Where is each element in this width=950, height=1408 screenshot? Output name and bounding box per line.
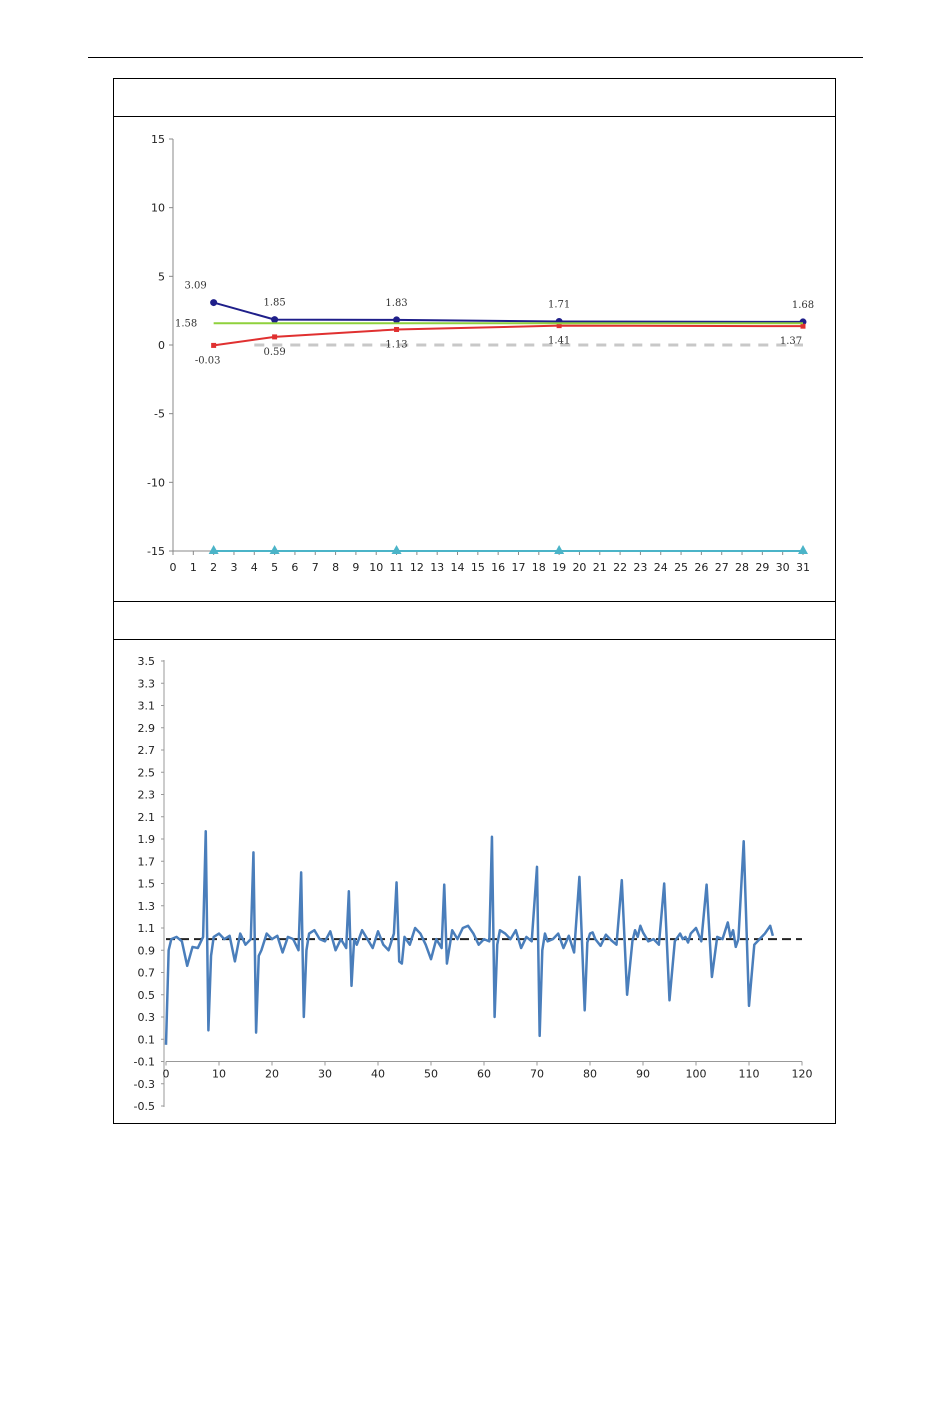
x-tick-label: 110 bbox=[738, 1067, 760, 1081]
x-tick-label: 5 bbox=[271, 561, 279, 574]
y-tick-label: 3.5 bbox=[137, 655, 155, 668]
x-tick-label: 11 bbox=[389, 561, 404, 574]
y-tick-label: 1.3 bbox=[137, 899, 155, 913]
point-marker-lower bbox=[394, 327, 399, 332]
y-tick-label: -15 bbox=[147, 545, 165, 558]
data-label-upper: 1.85 bbox=[263, 297, 286, 309]
y-tick-label: 2.5 bbox=[137, 766, 155, 780]
y-tick-label: 5 bbox=[158, 270, 165, 284]
y-tick-label: 10 bbox=[151, 201, 165, 215]
x-tick-label: 24 bbox=[653, 561, 668, 574]
x-tick-label: 18 bbox=[531, 561, 546, 574]
x-tick-label: 50 bbox=[424, 1067, 438, 1081]
y-tick-label: 2.9 bbox=[137, 721, 155, 735]
point-marker-lower bbox=[211, 343, 216, 348]
data-label-upper: 1.83 bbox=[385, 297, 408, 309]
point-marker-bottom bbox=[798, 545, 808, 554]
point-marker-upper bbox=[271, 316, 278, 323]
data-label-lower: 1.37 bbox=[779, 336, 803, 348]
x-tick-label: 3 bbox=[230, 561, 238, 574]
data-label-upper: 1.71 bbox=[547, 299, 571, 311]
y-tick-label: 3.1 bbox=[137, 699, 155, 713]
y-tick-label: 0 bbox=[158, 339, 165, 352]
point-marker-upper bbox=[210, 299, 217, 306]
y-tick-label: 0.5 bbox=[137, 988, 155, 1002]
point-marker-lower bbox=[272, 334, 277, 339]
point-marker-lower bbox=[801, 324, 806, 329]
x-tick-label: 25 bbox=[674, 561, 689, 574]
y-tick-label: -0.3 bbox=[133, 1077, 155, 1091]
y-tick-label: 3.3 bbox=[137, 677, 155, 691]
x-tick-label: 90 bbox=[636, 1067, 650, 1081]
x-tick-label: 0 bbox=[162, 1067, 170, 1081]
data-label-upper: 1.68 bbox=[791, 299, 815, 311]
x-tick-label: 27 bbox=[714, 561, 729, 574]
series-line-signal bbox=[166, 831, 773, 1045]
x-tick-label: 26 bbox=[694, 561, 709, 574]
point-marker-bottom bbox=[209, 545, 219, 554]
x-tick-label: 10 bbox=[212, 1067, 226, 1081]
y-tick-label: 2.1 bbox=[137, 810, 155, 824]
x-tick-label: 10 bbox=[369, 561, 384, 574]
x-tick-label: 40 bbox=[371, 1067, 385, 1081]
x-tick-label: 0 bbox=[169, 561, 177, 574]
x-tick-label: 13 bbox=[430, 561, 445, 574]
y-tick-label: 0.1 bbox=[137, 1033, 155, 1047]
x-tick-label: 70 bbox=[530, 1067, 544, 1081]
series-line-lower bbox=[214, 326, 803, 346]
y-tick-label: 15 bbox=[151, 133, 165, 146]
x-tick-label: 15 bbox=[470, 561, 485, 574]
chart1-bottom-divider bbox=[114, 601, 835, 602]
y-tick-label: 0.9 bbox=[137, 944, 155, 958]
x-tick-label: 60 bbox=[477, 1067, 491, 1081]
y-tick-label: -0.1 bbox=[133, 1055, 155, 1069]
y-tick-label: 1.5 bbox=[137, 877, 155, 891]
x-tick-label: 22 bbox=[613, 561, 628, 574]
point-marker-bottom bbox=[270, 545, 280, 554]
x-tick-label: 9 bbox=[352, 561, 360, 574]
x-tick-label: 12 bbox=[409, 561, 424, 574]
series-line-upper bbox=[214, 303, 803, 322]
data-label-lower: 1.41 bbox=[547, 335, 571, 347]
x-tick-label: 100 bbox=[685, 1067, 707, 1081]
x-tick-label: 20 bbox=[265, 1067, 279, 1081]
y-tick-label: 1.1 bbox=[137, 922, 155, 935]
data-label-mean: 1.58 bbox=[175, 318, 198, 330]
data-label-upper: 3.09 bbox=[184, 280, 207, 292]
x-tick-label: 21 bbox=[592, 561, 607, 574]
y-tick-label: 0.3 bbox=[137, 1011, 155, 1024]
figure-table bbox=[113, 78, 836, 1124]
y-tick-label: 1.7 bbox=[137, 855, 155, 869]
x-tick-label: 23 bbox=[633, 561, 648, 574]
y-tick-label: -0.5 bbox=[133, 1100, 155, 1113]
x-tick-label: 120 bbox=[791, 1067, 813, 1081]
y-tick-label: 2.3 bbox=[137, 788, 155, 802]
x-tick-label: 8 bbox=[332, 561, 340, 574]
x-tick-label: 17 bbox=[511, 561, 526, 574]
y-tick-label: -5 bbox=[154, 407, 165, 421]
y-tick-label: 1.9 bbox=[137, 833, 155, 846]
x-tick-label: 30 bbox=[318, 1067, 332, 1081]
x-tick-label: 28 bbox=[735, 561, 750, 574]
point-marker-bottom bbox=[554, 545, 564, 554]
data-label-lower: 1.13 bbox=[385, 339, 408, 351]
x-tick-label: 6 bbox=[291, 561, 299, 574]
point-marker-bottom bbox=[392, 545, 402, 554]
y-tick-label: -10 bbox=[147, 476, 165, 490]
x-tick-label: 19 bbox=[552, 561, 567, 574]
x-tick-label: 4 bbox=[250, 561, 258, 574]
y-tick-label: 2.7 bbox=[137, 744, 155, 757]
x-tick-label: 1 bbox=[189, 561, 197, 574]
data-label-lower: -0.03 bbox=[194, 355, 221, 367]
x-tick-label: 20 bbox=[572, 561, 587, 574]
x-tick-label: 2 bbox=[210, 561, 218, 574]
x-tick-label: 30 bbox=[775, 561, 790, 574]
x-tick-label: 7 bbox=[311, 561, 319, 574]
control-chart bbox=[114, 117, 835, 601]
y-tick-label: 0.7 bbox=[137, 966, 155, 980]
x-tick-label: 31 bbox=[796, 561, 810, 574]
x-tick-label: 29 bbox=[755, 561, 770, 574]
data-label-lower: 0.59 bbox=[263, 346, 286, 358]
x-tick-label: 16 bbox=[491, 561, 506, 574]
x-tick-label: 80 bbox=[583, 1067, 597, 1081]
signal-chart bbox=[114, 640, 835, 1124]
page-top-rule bbox=[88, 57, 863, 58]
x-tick-label: 14 bbox=[450, 561, 465, 574]
